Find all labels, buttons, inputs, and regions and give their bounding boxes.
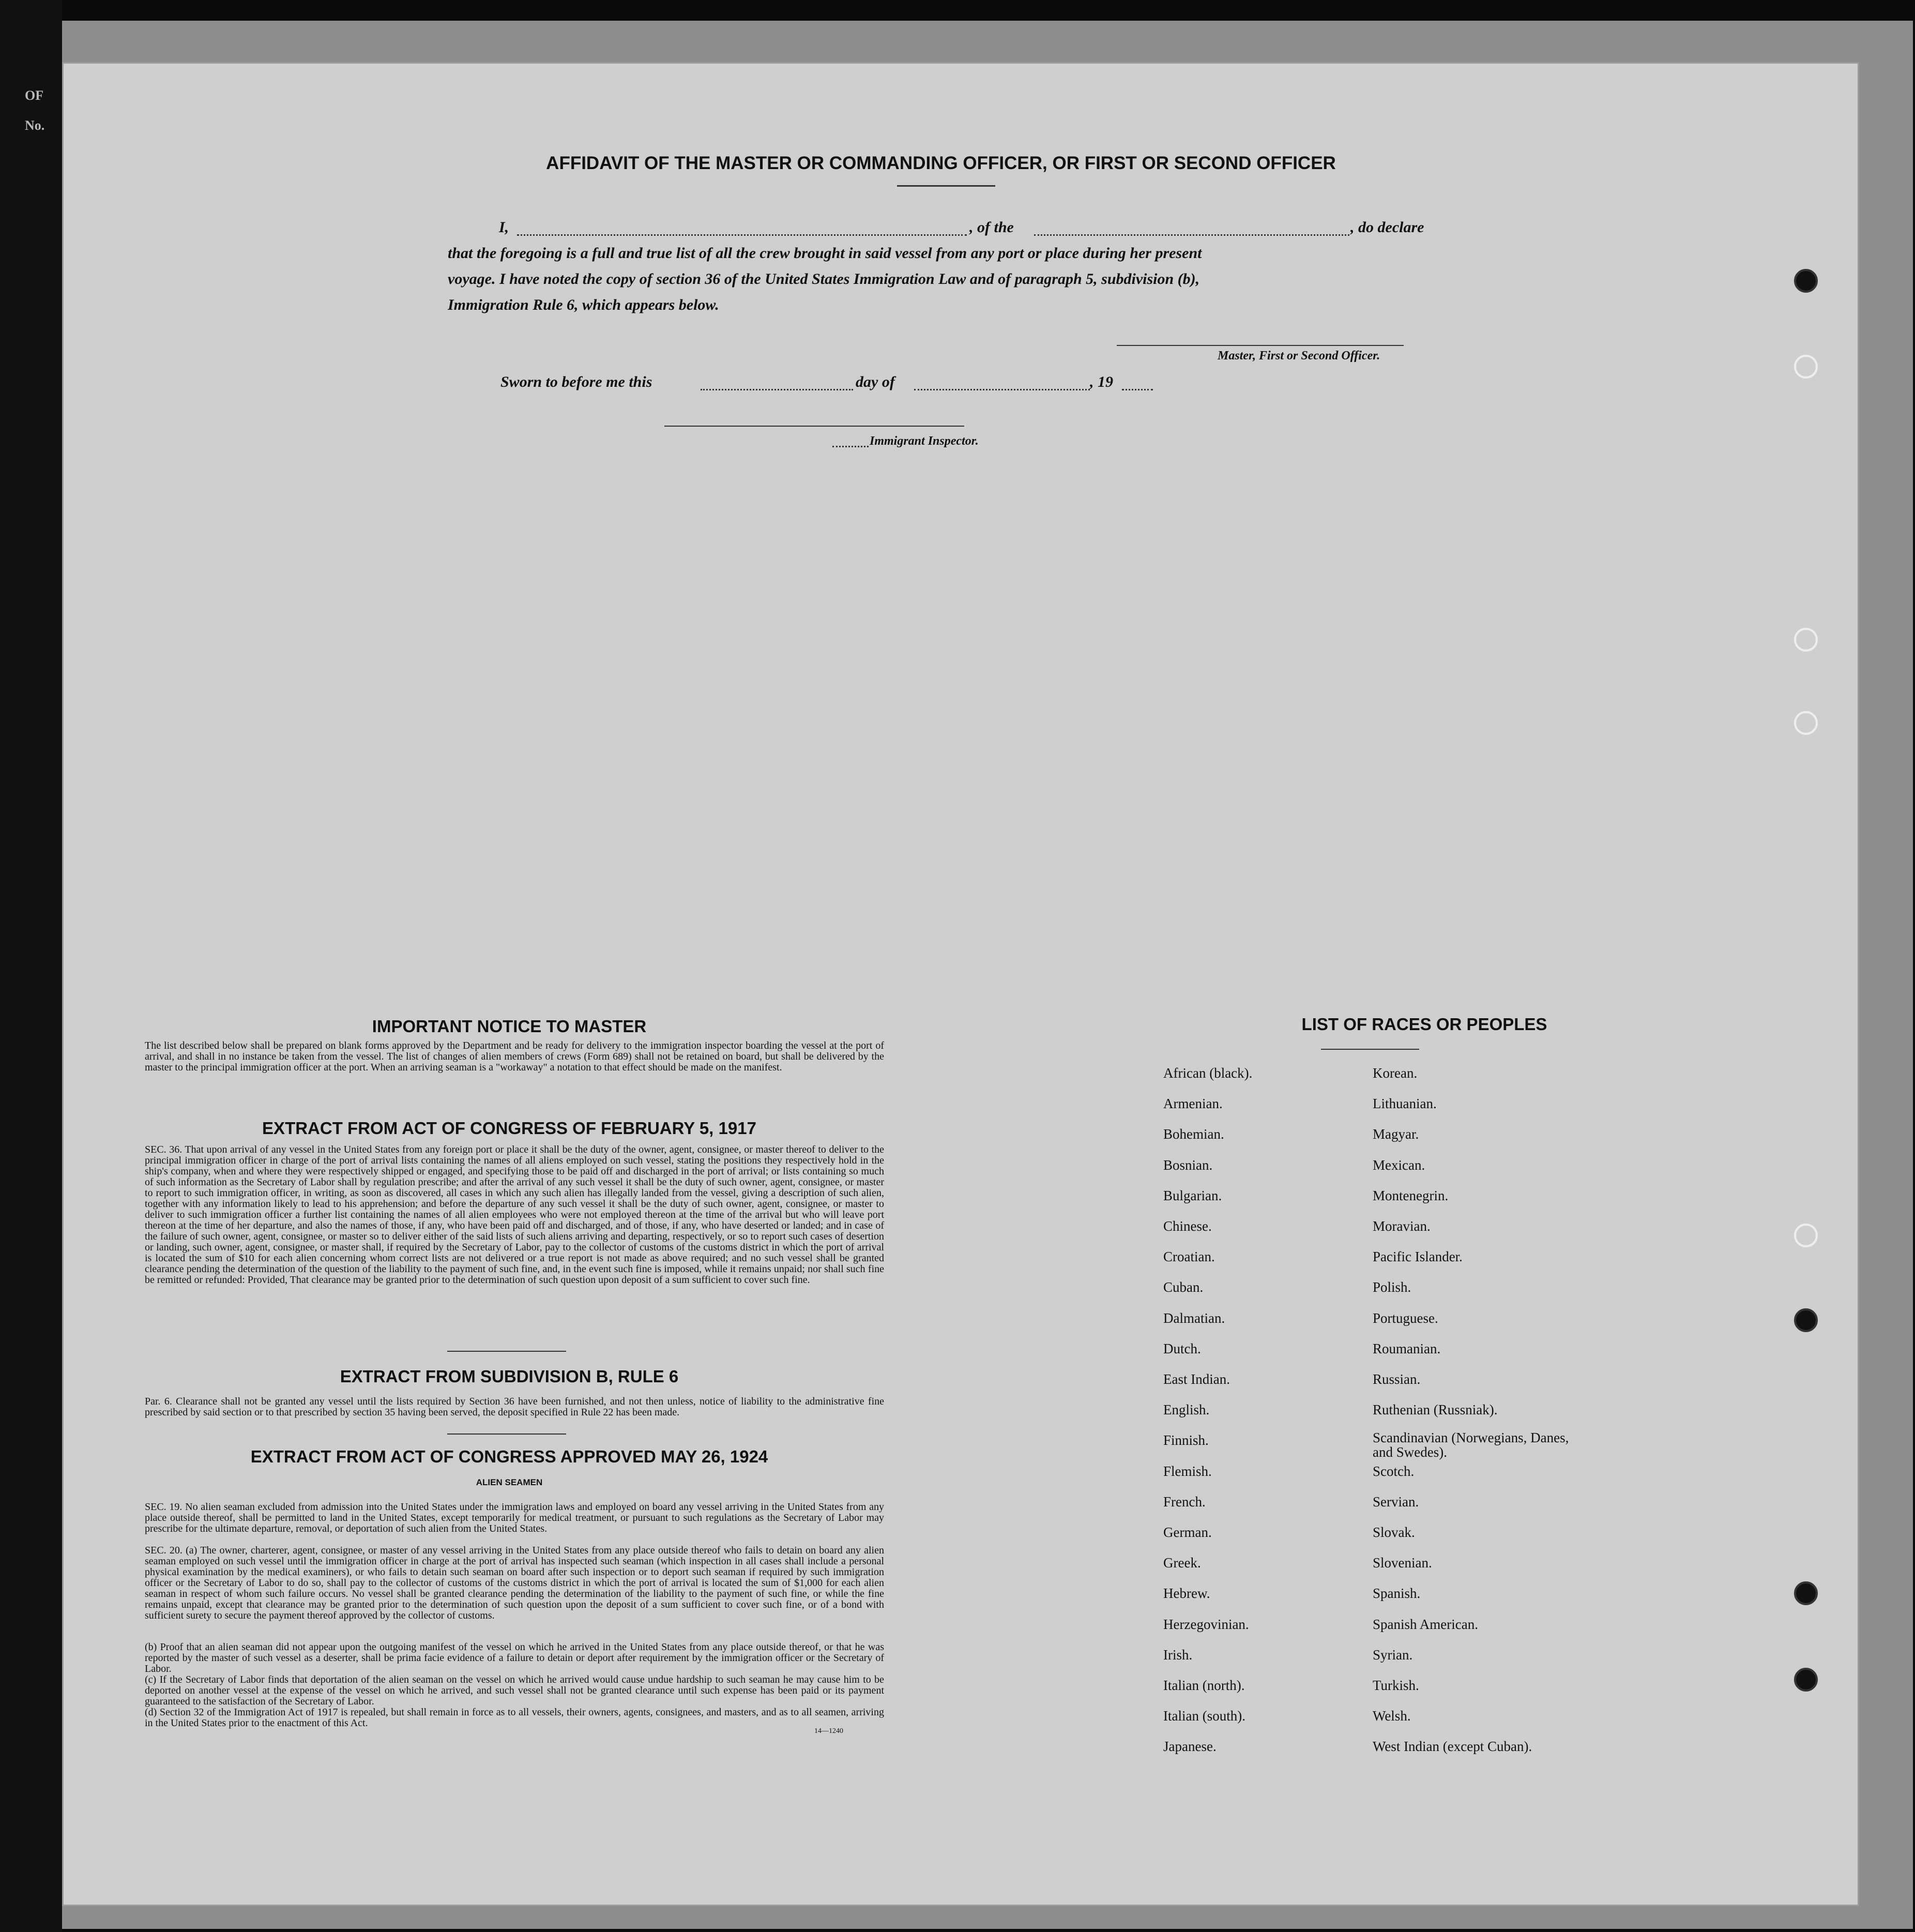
race-item: Pacific Islander. <box>1373 1249 1463 1265</box>
race-item: German. <box>1163 1525 1212 1540</box>
race-item: Syrian. <box>1373 1647 1413 1663</box>
edge-label-of: OF <box>25 88 44 103</box>
vessel-name-line <box>1034 234 1349 236</box>
race-item: Irish. <box>1163 1647 1193 1663</box>
race-item: Slovenian. <box>1373 1555 1432 1571</box>
rule6-text: Par. 6. Clearance shall not be granted any vessel until the lists required by Section 36 have been furnished, and not then unless, notice of liability to the administrative fine prescribed by said section or to that prescribed by section 35 having been served, the deposit specified in Rule 22 has been made. <box>145 1396 884 1418</box>
inspector-dot-line <box>832 446 869 447</box>
edge-label-no: No. <box>25 118 45 133</box>
inspector-label: Immigrant Inspector. <box>870 434 979 448</box>
extract-1924-title: EXTRACT FROM ACT OF CONGRESS APPROVED MAY 26, 1924 <box>250 1447 768 1466</box>
race-item: Servian. <box>1373 1493 1419 1510</box>
master-signature-line <box>1117 345 1404 346</box>
affidavit-declare: , do declare <box>1350 219 1424 236</box>
punch-hole <box>1794 1668 1818 1692</box>
race-item: Italian (north). <box>1163 1678 1245 1693</box>
punch-hole <box>1794 1224 1818 1247</box>
race-item: Italian (south). <box>1163 1708 1245 1724</box>
affidavit-line4: Immigration Rule 6, which appears below. <box>448 296 719 313</box>
race-item: Slovak. <box>1373 1525 1415 1540</box>
race-item: Finnish. <box>1163 1432 1209 1448</box>
inspector-signature-line <box>664 426 964 427</box>
race-item: Turkish. <box>1373 1678 1419 1693</box>
sworn-text: Sworn to before me this <box>500 373 652 390</box>
day-of-text: day of <box>856 373 895 390</box>
affidavit-i: I, <box>499 219 509 236</box>
race-item: Cuban. <box>1163 1279 1204 1295</box>
race-item: Chinese. <box>1163 1218 1212 1234</box>
sec19-text: SEC. 19. No alien seaman excluded from admission into the United States under the immigration laws and employed on board any vessel arriving in the United States from any place outside thereof, shall be permitted to land in the United States, except temporarily for medical treatment, or pursuant to such regulations as the Secretary of Labor may prescribe for the ultimate departure, removal, or deportation of such alien from the United States. <box>145 1501 884 1534</box>
title-rule <box>897 185 995 187</box>
alien-seamen-subtitle: ALIEN SEAMEN <box>476 1477 543 1487</box>
year-text: , 19 <box>1090 373 1113 390</box>
section-rule <box>447 1351 566 1352</box>
race-item: Greek. <box>1163 1555 1201 1571</box>
race-item: Polish. <box>1373 1279 1411 1295</box>
race-item: Russian. <box>1373 1371 1421 1387</box>
form-number: 14—1240 <box>814 1727 843 1735</box>
sec20b-text: (b) Proof that an alien seaman did not appear upon the outgoing manifest of the vessel on which he arrived in the United States from any place outside thereof, or that he was reported by the master of such vessel as a deserter, shall be prima facie evidence of a failure to detain or deport after requirement by the immigration officer or the Secretary of Labor. <box>145 1641 884 1674</box>
race-item: Japanese. <box>1163 1739 1217 1755</box>
master-name-line <box>517 234 967 236</box>
race-item: Bulgarian. <box>1163 1187 1222 1203</box>
race-item: Spanish American. <box>1373 1616 1478 1632</box>
races-title: LIST OF RACES OR PEOPLES <box>1301 1015 1547 1034</box>
race-item: West Indian (except Cuban). <box>1373 1739 1532 1755</box>
punch-hole <box>1794 269 1818 293</box>
punch-hole <box>1794 711 1818 735</box>
sec20a-text: SEC. 20. (a) The owner, charterer, agent, consignee, or master of any vessel arriving in the United States from any place outside thereof who fails to detain on board any alien seaman employed on such vessel until the immigration officer in charge at the port of arrival has inspected such seaman (which inspection in all cases shall include a personal physical examination by the medical examiners), or who fails to detain such seaman on board after such inspection or to deport such seaman if required by such immigration officer or the Secretary of Labor to do so, shall pay to the collector of customs of the customs district in which the port of arrival is located the sum of $1,000 for each alien seaman in respect of whom such failure occurs. No vessel shall be granted clearance pending the determination of the liability to the payment of such fine, or while the fine remains unpaid, except that clearance may be granted prior to the determination of such question upon the deposit of a sum sufficient to cover such fine, or of a bond with sufficient surety to secure the payment thereof approved by the collector of customs. <box>145 1545 884 1621</box>
affidavit-line3: voyage. I have noted the copy of section 36 of the United States Immigration Law and of paragraph 5, subdivision (b), <box>448 270 1200 288</box>
race-item: Scandinavian (Norwegians, Danes, and Swedes). <box>1373 1430 1569 1460</box>
punch-hole <box>1794 355 1818 379</box>
punch-hole <box>1794 1308 1818 1332</box>
punch-hole <box>1794 1581 1818 1605</box>
extract-1917-title: EXTRACT FROM ACT OF CONGRESS OF FEBRUARY 5, 1917 <box>262 1119 756 1138</box>
sworn-month-line <box>914 389 1090 390</box>
form-sheet <box>62 62 1859 1906</box>
race-item: Flemish. <box>1163 1463 1212 1479</box>
races-title-rule <box>1321 1049 1419 1050</box>
race-item: English. <box>1163 1402 1210 1418</box>
race-item: Scotch. <box>1373 1463 1415 1479</box>
section-rule <box>447 1433 566 1435</box>
race-item: Dalmatian. <box>1163 1310 1225 1326</box>
race-item: Herzegovinian. <box>1163 1616 1249 1632</box>
sec20d-text: (d) Section 32 of the Immigration Act of 1917 is repealed, but shall remain in force as to all vessels, their owners, agents, consignees, and masters, and as to all seamen, arriving in the United States prior to the enactment of this Act. <box>145 1707 884 1729</box>
race-item: Bosnian. <box>1163 1157 1213 1173</box>
race-item: Armenian. <box>1163 1096 1223 1112</box>
race-item: Magyar. <box>1373 1126 1419 1142</box>
sec20c-text: (c) If the Secretary of Labor finds that deportation of the alien seaman on the vessel on which he arrived would cause undue hardship to such seaman he may cause him to be deported on another vessel at the expense of the vessel on which he arrived, and such vessel shall not be granted clearance until such expense has been paid or its payment guaranteed to the satisfaction of the Secretary of Labor. <box>145 1674 884 1707</box>
affidavit-of-the: , of the <box>969 219 1014 236</box>
extract-1917-text: SEC. 36. That upon arrival of any vessel in the United States from any foreign port or place it shall be the duty of the owner, agent, consignee, or master thereof to deliver to the principal immigration officer in charge of the port of arrival lists containing the names of all aliens employed on such vessel, stating the positions they respectively hold in the ship's company, when and where they were respectively shipped or engaged, and specifying those to be paid off and discharged in the port of arrival; or lists containing so much of such information as the Secretary of Labor shall by regulation prescribe; and after the arrival of any such vessel it shall be the duty of such owner, agent, consignee, or master to report to such immigration officer, in writing, as soon as discovered, all cases in which any such alien has illegally landed from the vessel, giving a description of such alien, together with any information likely to lead to his apprehension; and before the departure of any such vessel it shall be the duty of such owner, agent, consignee, or master to deliver to such immigration officer a further list containing the names of all alien employees who were not employed thereon at the time of the arrival but who will leave port thereon at the time of her departure, and also the names of those, if any, who have been paid off and discharged, and of those, if any, who have deserted or landed; and in case of the failure of such owner, agent, consignee, or master so to deliver either of the said lists of such aliens arriving and departing, respectively, or so to report such cases of desertion or landing, such owner, agent, consignee, or master shall, if required by the Secretary of Labor, pay to the collector of customs of the customs district in which the port of arrival is located the sum of $10 for each alien concerning whom correct lists are not delivered or a true report is not made as above required; and no such vessel shall be granted clearance pending the determination of the question of the liability to the payment of such fine, and, in the event such fine is imposed, while it remains unpaid; nor shall such fine be remitted or refunded: Provided, That clearance may be granted prior to the determination of such question upon deposit of a sum sufficient to cover such fine. <box>145 1144 884 1286</box>
race-item: Spanish. <box>1373 1586 1421 1602</box>
race-item: Montenegrin. <box>1373 1187 1449 1203</box>
race-item: East Indian. <box>1163 1371 1230 1387</box>
race-item: Mexican. <box>1373 1157 1425 1173</box>
race-item: French. <box>1163 1493 1206 1510</box>
race-item: Lithuanian. <box>1373 1096 1437 1112</box>
race-item: Korean. <box>1373 1065 1418 1081</box>
race-item: Bohemian. <box>1163 1126 1224 1142</box>
sworn-year-line <box>1122 389 1153 390</box>
race-item: Hebrew. <box>1163 1586 1210 1602</box>
race-item: African (black). <box>1163 1065 1253 1081</box>
race-item: Croatian. <box>1163 1249 1215 1265</box>
punch-hole <box>1794 628 1818 652</box>
affidavit-line2: that the foregoing is a full and true list of all the crew brought in said vessel from any port or place during her present <box>448 245 1202 262</box>
rule6-title: EXTRACT FROM SUBDIVISION B, RULE 6 <box>340 1367 679 1386</box>
race-item: Portuguese. <box>1373 1310 1438 1326</box>
affidavit-title: AFFIDAVIT OF THE MASTER OR COMMANDING OFFICER, OR FIRST OR SECOND OFFICER <box>546 153 1336 173</box>
sworn-day-line <box>701 389 853 390</box>
race-item: Ruthenian (Russniak). <box>1373 1402 1498 1418</box>
left-dark-margin <box>0 0 62 1932</box>
race-item: Moravian. <box>1373 1218 1431 1234</box>
notice-title: IMPORTANT NOTICE TO MASTER <box>372 1017 647 1036</box>
race-item: Roumanian. <box>1373 1340 1441 1356</box>
race-item: Dutch. <box>1163 1340 1201 1356</box>
race-item: Welsh. <box>1373 1708 1411 1724</box>
notice-text: The list described below shall be prepared on blank forms approved by the Department and be ready for delivery to the immigration inspector boarding the vessel at the port of arrival, and shall in no instance be taken from the vessel. The list of changes of alien members of crews (Form 689) shall not be retained on board, but shall be delivered by the master to the principal immigration officer at the port. When an arriving seaman is a "workaway" a notation to that effect should be made on the manifest. <box>145 1040 884 1073</box>
master-signature-label: Master, First or Second Officer. <box>1218 349 1380 363</box>
